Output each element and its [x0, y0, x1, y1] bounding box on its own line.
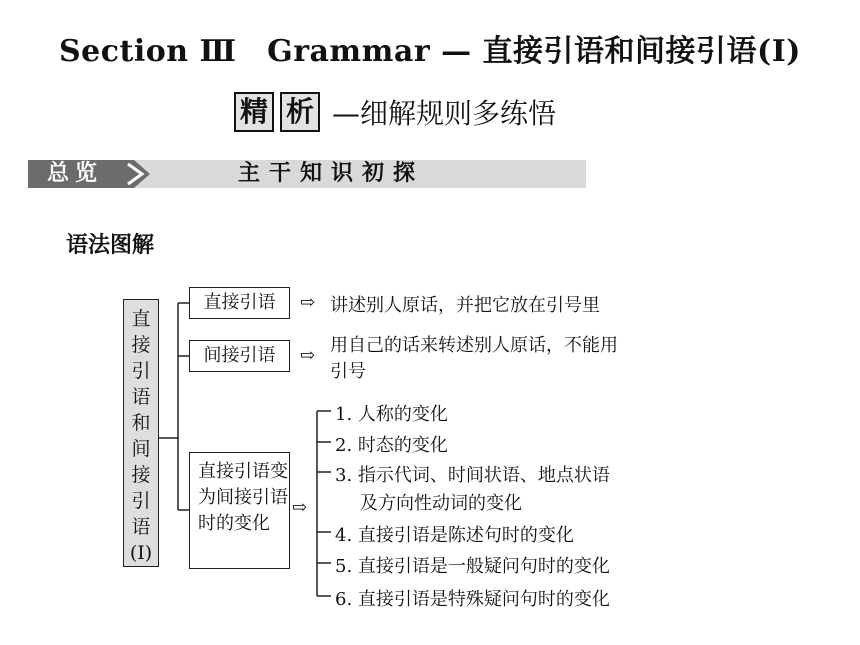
conversion-item-3: 3. 指示代词、时间状语、地点状语 — [335, 465, 610, 486]
conversion-item-1: 1. 人称的变化 — [335, 404, 448, 425]
arrow-icon: ⇨ — [292, 497, 308, 518]
branch-node-indirect-speech: 间接引语 — [189, 340, 290, 372]
conversion-item-2: 2. 时态的变化 — [335, 435, 448, 456]
diagram-root-label: 直接引语和间接引语(Ⅰ) — [129, 308, 153, 564]
section-heading: 语法图解 — [66, 233, 155, 258]
conversion-item-4: 4. 直接引语是陈述句时的变化 — [335, 525, 574, 546]
conversion-item-3-cont: 及方向性动词的变化 — [360, 493, 522, 514]
branch-description-indirect-speech-line2: 引号 — [330, 361, 366, 382]
subtitle-boxed-char-2: 析 — [280, 92, 320, 132]
subtitle-boxed-char-1: 精 — [234, 92, 274, 132]
banner-title: 主干知识初探 — [238, 161, 425, 186]
branch-node-conversion: 直接引语变为间接引语时的变化 — [189, 452, 290, 569]
conversion-item-5: 5. 直接引语是一般疑问句时的变化 — [335, 556, 610, 577]
diagram-root-node — [123, 299, 159, 567]
arrow-icon: ⇨ — [300, 292, 316, 313]
branch-description-direct-speech: 讲述别人原话，并把它放在引号里 — [330, 295, 600, 316]
page-title: Section Ⅲ Grammar — 直接引语和间接引语(Ⅰ) — [59, 34, 801, 69]
branch-description-indirect-speech-line1: 用自己的话来转述别人原话，不能用 — [330, 335, 618, 356]
conversion-item-6: 6. 直接引语是特殊疑问句时的变化 — [335, 589, 610, 610]
branch-node-direct-speech: 直接引语 — [189, 287, 290, 319]
arrow-icon: ⇨ — [300, 345, 316, 366]
banner-tag: 总览 — [28, 160, 122, 188]
subtitle-text: —细解规则多练悟 — [332, 97, 557, 130]
